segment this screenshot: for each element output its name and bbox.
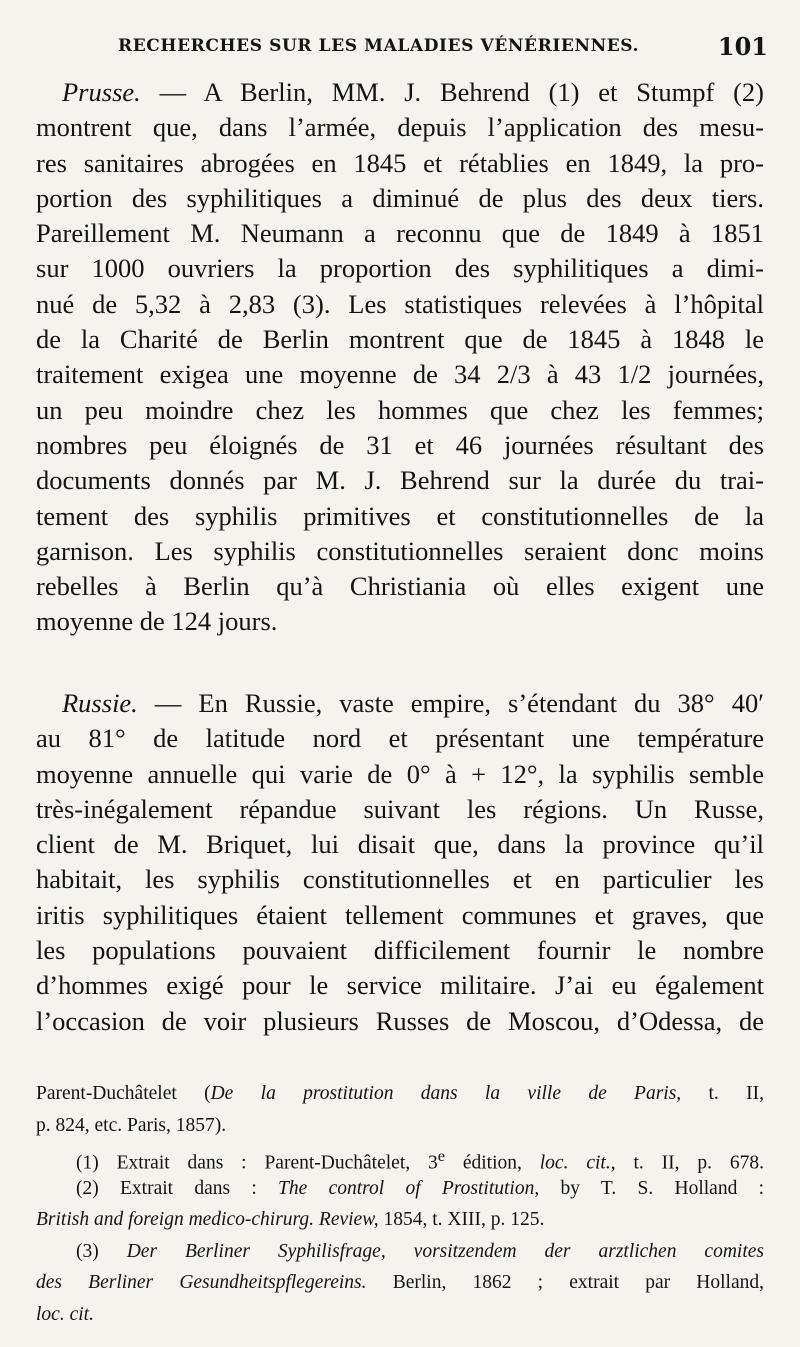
text-line: res sanitaires abrogées en 1845 et rétablies en 1849, la pro-: [36, 147, 764, 178]
footnote-2: (2) Extrait dans : The control of Prostitution, by T. S. Holland :: [76, 1177, 764, 1199]
text-line: portion des syphilitiques a diminué de plus des deux tiers.: [36, 182, 764, 213]
footnote-3: (3) Der Berliner Syphilisfrage, vorsitzendem der arztlichen comites: [76, 1240, 764, 1262]
section-lead: Prusse.: [62, 77, 141, 107]
page-number: 101: [717, 32, 768, 61]
text-line: au 81° de latitude nord et présentant une température: [36, 723, 764, 754]
footnote-1: (1) Extrait dans : Parent-Duchâtelet, 3e édition, loc. cit., t. II, p. 678.: [76, 1147, 764, 1173]
text-line: nué de 5,32 à 2,83 (3). Les statistiques relevées à l’hôpital: [36, 288, 764, 319]
footnote-continuation: p. 824, etc. Paris, 1857).: [36, 1114, 227, 1136]
text-line: moyenne annuelle qui varie de 0° à + 12°, la syphilis semble: [36, 758, 764, 789]
text-line: très-inégalement répandue suivant les régions. Un Russe,: [36, 793, 764, 824]
text-line: nombres peu éloignés de 31 et 46 journées résultant des: [36, 429, 764, 460]
text-line: Pareillement M. Neumann a reconnu que de 1849 à 1851: [36, 218, 764, 249]
text-line: traitement exigea une moyenne de 34 2/3 à 43 1/2 journées,: [36, 359, 764, 390]
text-line: habitait, les syphilis constitutionnelles et en particulier les: [36, 864, 764, 895]
footnotes: [36, 1078, 764, 1330]
text-line: rebelles à Berlin qu’à Christiania où elles exigent une: [36, 571, 764, 602]
text-line: Russie. — En Russie, vaste empire, s’étendant du 38° 40′: [62, 688, 764, 718]
paragraph-russie: [36, 686, 764, 1039]
text-line: un peu moindre chez les hommes que chez les femmes;: [36, 394, 764, 425]
text-line: de la Charité de Berlin montrent que de 1845 à 1848 le: [36, 324, 764, 355]
paragraph-prusse: [36, 75, 764, 640]
text-line: montrent que, dans l’armée, depuis l’application des mesu-: [36, 112, 764, 143]
text-line: les populations pouvaient difficilement fournir le nombre: [36, 935, 764, 966]
footnote-2-cont: British and foreign medico-chirurg. Review, 1854, t. XIII, p. 125.: [36, 1209, 545, 1230]
text-line: documents donnés par M. J. Behrend sur la durée du trai-: [36, 465, 764, 496]
text-line: garnison. Les syphilis constitutionnelles seraient donc moins: [36, 535, 764, 566]
footnote-3-cont: loc. cit.: [36, 1303, 94, 1325]
text-line: sur 1000 ouvriers la proportion des syphilitiques a dimi-: [36, 253, 764, 284]
text-line: Prusse. — A Berlin, MM. J. Behrend (1) et Stumpf (2): [62, 77, 764, 107]
text-line: l’occasion de voir plusieurs Russes de Moscou, d’Odessa, de: [36, 1005, 764, 1036]
footnote-3-cont: des Berliner Gesundheitspflegereins. Berlin, 1862 ; extrait par Holland,: [36, 1272, 764, 1293]
section-lead: Russie.: [62, 688, 138, 718]
text-line: moyenne de 124 jours.: [36, 606, 278, 637]
text-line: iritis syphilitiques étaient tellement communes et graves, que: [36, 899, 764, 930]
text-line: d’hommes exigé pour le service militaire. J’ai eu également: [36, 970, 764, 1001]
text-line: client de M. Briquet, lui disait que, dans la province qu’il: [36, 829, 764, 860]
running-title: RECHERCHES SUR LES MALADIES VÉNÉRIENNES.: [118, 36, 640, 56]
footnote-continuation: Parent-Duchâtelet (De la prostitution dans la ville de Paris, t. II,: [36, 1083, 764, 1104]
text-line: tement des syphilis primitives et constitutionnelles de la: [36, 500, 764, 531]
